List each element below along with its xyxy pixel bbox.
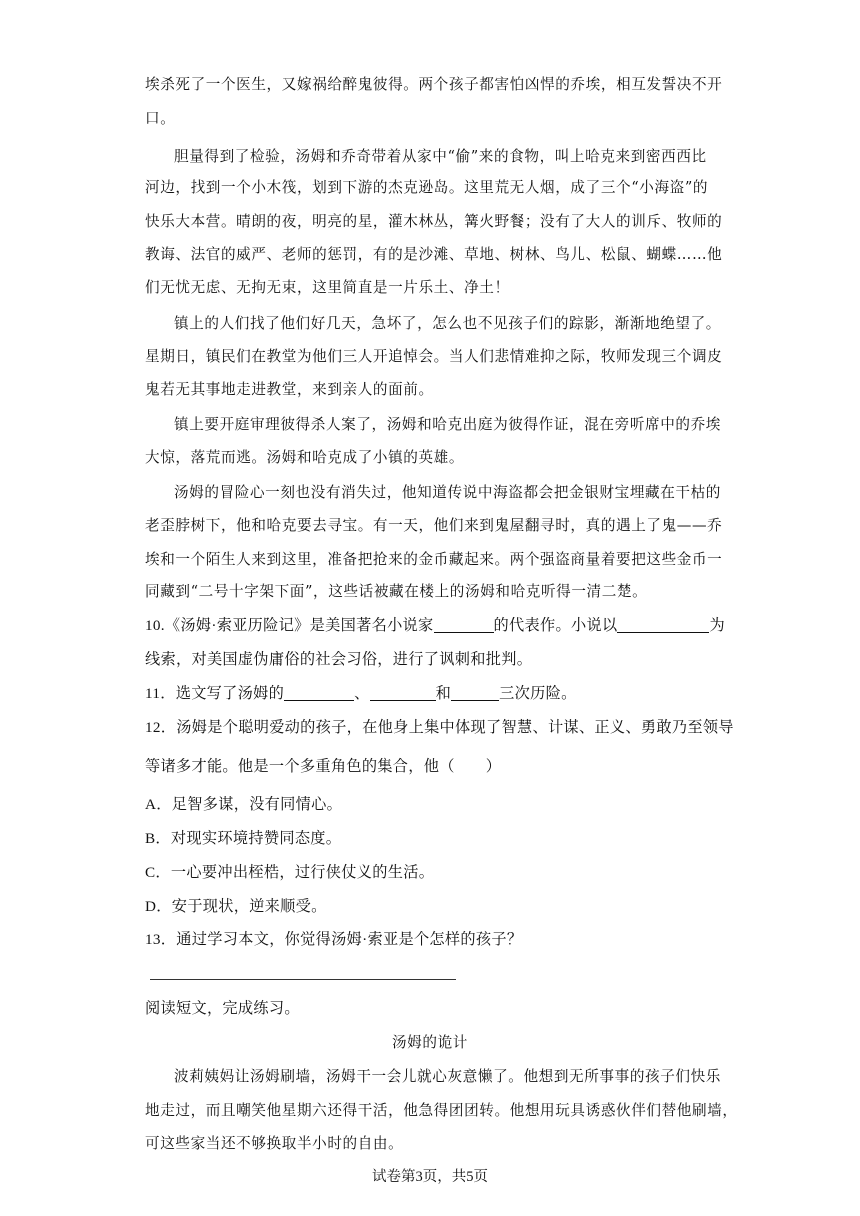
passage-line: 快乐大本营。晴朗的夜，明亮的星，灌木林丛，篝火野餐；没有了大人的训斥、牧师的 bbox=[145, 213, 723, 230]
question-11 bbox=[145, 682, 577, 703]
question-11-text: 和 bbox=[435, 685, 452, 702]
passage-line: 鬼若无其事地走进教堂，来到亲人的面前。 bbox=[145, 381, 434, 398]
passage-line: 老歪脖树下，他和哈克要去寻宝。有一天，他们来到鬼屋翻寻时，真的遇上了鬼——乔 bbox=[145, 517, 723, 534]
question-13: 13．通过学习本文，你觉得汤姆·索亚是个怎样的孩子？ bbox=[145, 931, 523, 948]
passage-line: 镇上要开庭审理彼得杀人案了，汤姆和哈克出庭为彼得作证，混在旁听席中的乔埃 bbox=[174, 416, 721, 433]
question-12: 12．汤姆是个聪明爱动的孩子，在他身上集中体现了智慧、计谋、正义、勇敢乃至领导 bbox=[145, 719, 734, 736]
passage-line: 大惊，落荒而逃。汤姆和哈克成了小镇的英雄。 bbox=[145, 449, 465, 466]
question-11-text: 三次历险。 bbox=[499, 685, 577, 702]
option-c[interactable]: C．一心要冲出桎梏，过行侠仗义的生活。 bbox=[145, 864, 435, 881]
passage-line: 可这些家当还不够换取半小时的自由。 bbox=[145, 1135, 404, 1152]
answer-blank[interactable] bbox=[370, 684, 436, 701]
passage-line: 埃和一个陌生人来到这里，准备把抢来的金币藏起来。两个强盗商量着要把这些金币一 bbox=[145, 551, 723, 568]
question-10-line2: 线索，对美国虚伪庸俗的社会习俗，进行了讽刺和批判。 bbox=[145, 651, 533, 668]
passage-line: 地走过，而且嘲笑他星期六还得干活，他急得团团转。他想用玩具诱惑伙伴们替他刷墙， bbox=[145, 1102, 738, 1119]
passage-line: 星期日，镇民们在教堂为他们三人开追悼会。当人们悲情难抑之际，牧师发现三个调皮 bbox=[145, 348, 723, 365]
passage-line: 口。 bbox=[145, 110, 176, 127]
option-b[interactable]: B．对现实环境持赞同态度。 bbox=[145, 830, 342, 847]
answer-blank[interactable] bbox=[617, 616, 709, 633]
passage-line: 镇上的人们找了他们好几天，急坏了，怎么也不见孩子们的踪影，渐渐地绝望了。 bbox=[174, 315, 721, 332]
question-10-text: 的代表作。小说以 bbox=[493, 617, 618, 634]
question-10-text: 为 bbox=[709, 617, 725, 634]
passage-line: 埃杀死了一个医生，又嫁祸给醉鬼彼得。两个孩子都害怕凶悍的乔埃，相互发誓决不开 bbox=[145, 76, 723, 93]
passage-line: 教诲、法官的威严、老师的惩罚，有的是沙滩、草地、树林、鸟儿、松鼠、蝴蝶……他 bbox=[145, 246, 723, 263]
question-11-text: 11．选文写了汤姆的 bbox=[145, 685, 285, 702]
option-a[interactable]: A．足智多谋，没有同情心。 bbox=[145, 796, 343, 813]
question-10 bbox=[145, 614, 725, 635]
passage-line: 汤姆的冒险心一刻也没有消失过，他知道传说中海盗都会把金银财宝埋藏在干枯的 bbox=[174, 484, 721, 501]
question-12-line2: 等诸多才能。他是一个多重角色的集合，他（ ） bbox=[145, 758, 502, 775]
question-11-text: 、 bbox=[354, 685, 370, 702]
answer-blank[interactable] bbox=[451, 684, 499, 701]
answer-blank[interactable] bbox=[434, 616, 494, 633]
question-10-text: 10.《汤姆·索亚历险记》是美国著名小说家 bbox=[145, 617, 434, 634]
passage-line: 波莉姨妈让汤姆刷墙，汤姆干一会儿就心灰意懒了。他想到无所事事的孩子们快乐 bbox=[174, 1068, 721, 1085]
passage-line: 胆量得到了检验，汤姆和乔奇带着从家中“偷”来的食物，叫上哈克来到密西西比 bbox=[174, 148, 707, 165]
answer-line[interactable] bbox=[150, 979, 456, 980]
page-footer: 试卷第3页，共5页 bbox=[372, 1169, 488, 1185]
passage-title: 汤姆的诡计 bbox=[392, 1034, 468, 1051]
passage-line: 们无忧无虑、无拘无束，这里简直是一片乐土、净土！ bbox=[145, 279, 510, 296]
answer-blank[interactable] bbox=[284, 684, 354, 701]
passage-line: 同藏到“二号十字架下面”，这些话被藏在楼上的汤姆和哈克听得一清二楚。 bbox=[145, 583, 648, 600]
option-d[interactable]: D．安于现状，逆来顺受。 bbox=[145, 898, 327, 915]
reading-instruction: 阅读短文，完成练习。 bbox=[145, 1000, 300, 1017]
passage-line: 河边，找到一个小木筏，划到下游的杰克逊岛。这里荒无人烟，成了三个“小海盗”的 bbox=[145, 179, 709, 196]
